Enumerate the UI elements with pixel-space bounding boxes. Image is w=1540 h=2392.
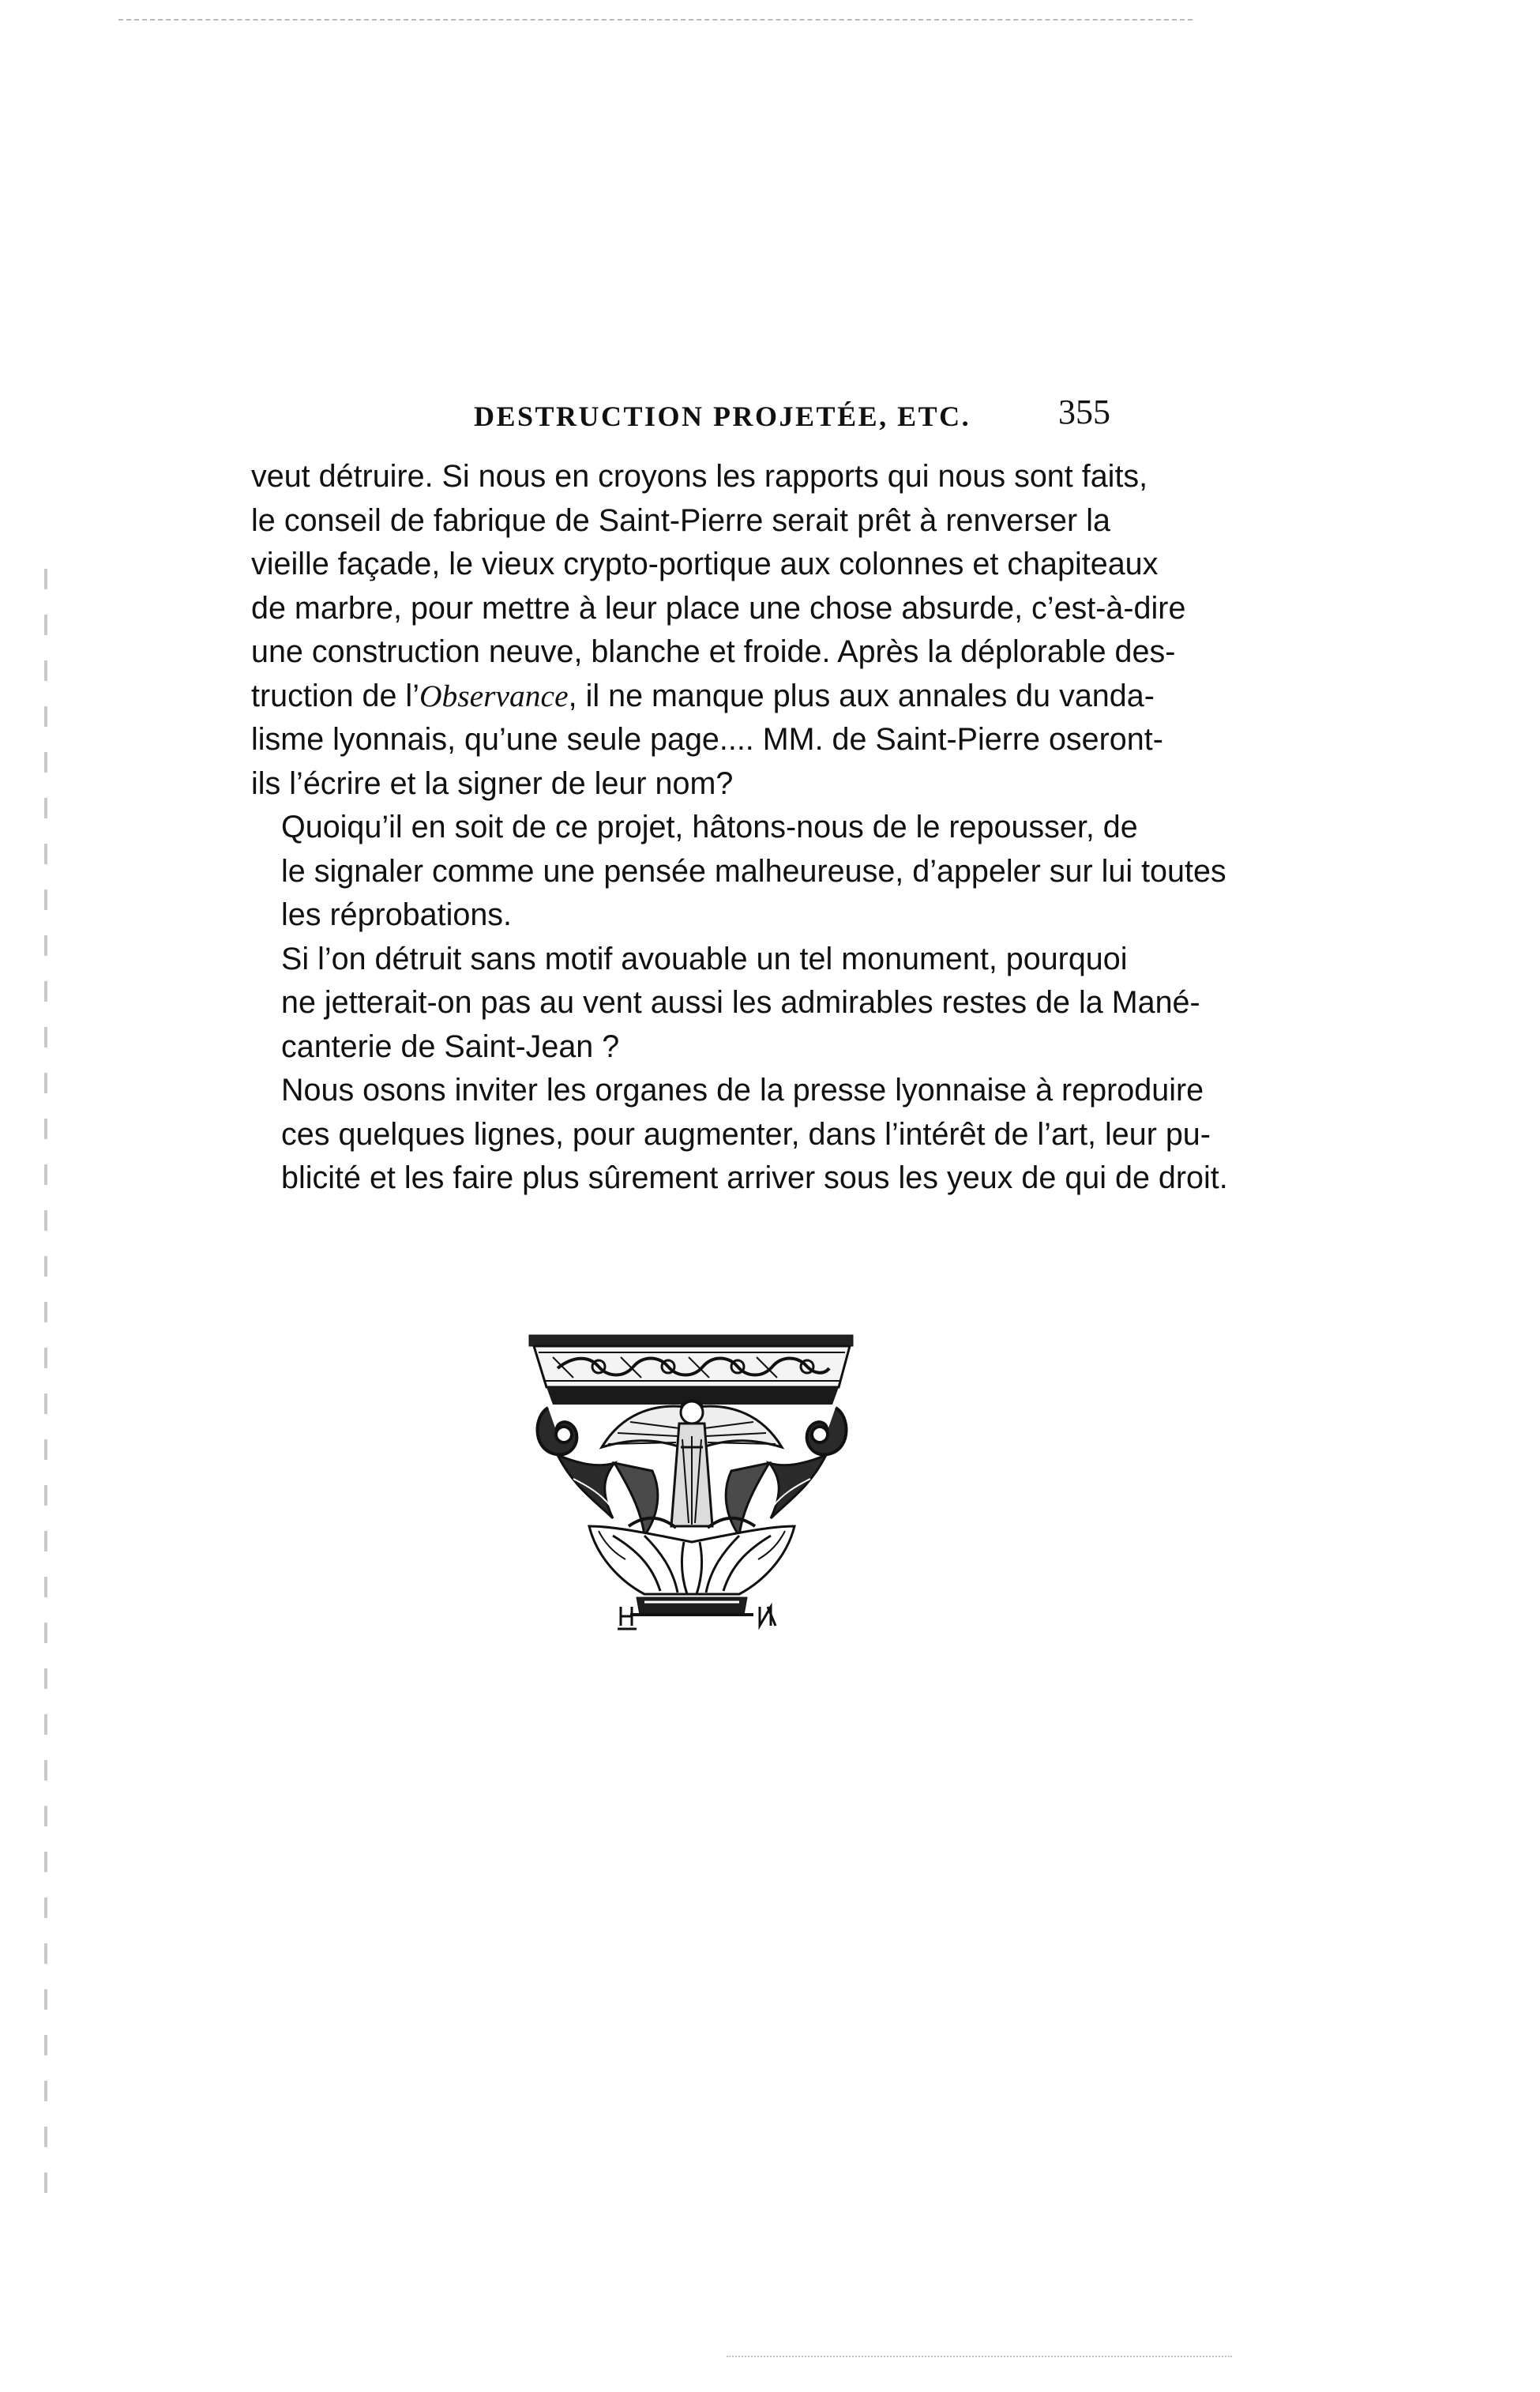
text-line: une construction neuve, blanche et froide. Après la déplorable des- bbox=[251, 634, 1176, 669]
running-head: DESTRUCTION PROJETÉE, ETC. bbox=[474, 401, 971, 432]
text-line: blicité et les faire plus sûrement arriver sous les yeux de qui de droit. bbox=[281, 1160, 1228, 1195]
scan-edge-bottom bbox=[727, 2356, 1232, 2357]
text-line: ne jetterait-on pas au vent aussi les admirables restes de la Mané- bbox=[281, 985, 1200, 1020]
page-number: 355 bbox=[1058, 393, 1110, 431]
text-line: canterie de Saint-Jean ? bbox=[281, 1029, 620, 1064]
angel-figure bbox=[602, 1401, 782, 1526]
body-text bbox=[251, 455, 1228, 1201]
astragal bbox=[630, 1597, 753, 1615]
text-line: lisme lyonnais, qu’une seule page.... MM. de Saint-Pierre oseront- bbox=[251, 722, 1163, 757]
text-line: de marbre, pour mettre à leur place une chose absurde, c’est-à-dire bbox=[251, 590, 1186, 626]
paragraph-4 bbox=[251, 1069, 1228, 1201]
paragraph-3 bbox=[251, 938, 1200, 1070]
paragraph-2 bbox=[251, 806, 1226, 938]
capital-engraving bbox=[526, 1329, 858, 1668]
italic-title: Observance bbox=[419, 678, 569, 713]
scan-edge-top bbox=[118, 19, 1193, 21]
text-line: ces quelques lignes, pour augmenter, dans l’intérêt de l’art, leur pu- bbox=[281, 1116, 1211, 1152]
text-line: Nous osons inviter les organes de la presse lyonnaise à reproduire bbox=[281, 1073, 1204, 1108]
page-header bbox=[253, 392, 1110, 439]
text-line: le conseil de fabrique de Saint-Pierre serait prêt à renverser la bbox=[251, 502, 1110, 538]
text-line-italic-ref: truction de l’Observance, il ne manque plus aux annales du vanda- bbox=[251, 678, 1155, 713]
text-line: ils l’écrire et la signer de leur nom? bbox=[251, 765, 734, 801]
lower-foliage bbox=[589, 1518, 794, 1594]
gutter-marks bbox=[44, 569, 47, 2196]
text-line: Si l’on détruit sans motif avouable un tel monument, pourquoi bbox=[281, 941, 1128, 976]
text-line: les réprobations. bbox=[281, 897, 513, 932]
text-line: veut détruire. Si nous en croyons les rapports qui nous sont faits, bbox=[251, 459, 1148, 494]
paragraph-1 bbox=[251, 455, 1186, 806]
text-line: Quoiqu’il en soit de ce projet, hâtons-nous de le repousser, de bbox=[281, 810, 1138, 844]
abacus bbox=[529, 1335, 853, 1387]
text-line: le signaler comme une pensée malheureuse, d’appeler sur lui toutes bbox=[281, 853, 1226, 889]
text-line: vieille façade, le vieux crypto-portique aux colonnes et chapiteaux bbox=[251, 547, 1159, 581]
